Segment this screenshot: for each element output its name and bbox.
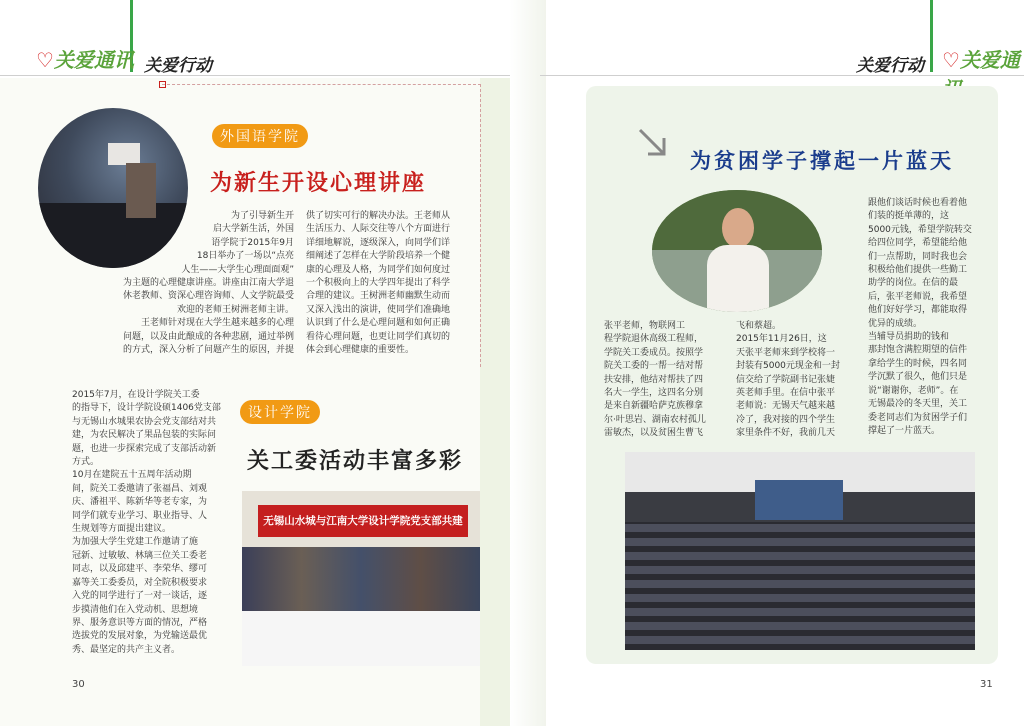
- article3-right-column: [868, 197, 986, 438]
- text-line: 看待心理问题，也更让同学们真切的: [306, 331, 451, 342]
- article3-title: 为贫困学子撑起一片蓝天: [690, 149, 954, 173]
- text-line: 界、服务意识等方面的情况，严格: [72, 617, 208, 628]
- text-line: 题，也进一步探索完成了支部活动新: [72, 443, 217, 454]
- text-line: 18日举办了一场以“点亮: [196, 251, 294, 262]
- text-line: 英老师手里。在信中张平: [736, 388, 836, 399]
- text-line: 给四位同学，希望能给他: [868, 238, 968, 249]
- text-line: 是来自新疆哈萨克族穆拿: [604, 401, 704, 412]
- text-line: 同志，以及邱建平、李荣华、缪可: [72, 564, 208, 575]
- text-line: 欢迎的老师王树洲老师主讲。: [176, 304, 294, 315]
- text-line: 嘉等关工委委员，对全院积极要求: [72, 577, 208, 588]
- page-number-right: 31: [980, 679, 993, 690]
- text-line: 体会到心理健康的重要性。: [306, 345, 415, 356]
- text-line: 积极给他们提供一些勤工: [868, 265, 968, 276]
- text-line: 程学院退休高级工程师，: [604, 334, 704, 345]
- text-line: 老师说：无锡天气越来越: [736, 401, 836, 412]
- text-line: 为加强大学生党建工作邀请了施: [72, 537, 199, 548]
- text-line: 秀、最坚定的共产主义者。: [72, 644, 181, 655]
- logo-right: ♡关爱通: [942, 48, 1020, 72]
- text-line: 封装有5000元现金和一封: [736, 361, 840, 372]
- text-line: 冠新、过敏敏、林璃三位关工委老: [72, 550, 208, 561]
- text-line: 信交给了学院副书记张婕: [736, 374, 836, 385]
- text-line: 当辅导员捐助的钱和: [868, 332, 950, 343]
- banner-text: 无锡山水城与江南大学设计学院党支部共建: [258, 505, 468, 537]
- text-line: 合理的建议。王树洲老师幽默生动而: [306, 291, 451, 302]
- text-line: 的指导下，设计学院设硕1406党支部: [72, 403, 221, 414]
- text-line: 为主题的心理健康讲座。讲座由江南大学退: [122, 278, 294, 289]
- text-line: 人生——大学生心理面面观”: [181, 264, 294, 275]
- article1-col2: [306, 210, 472, 357]
- text-line: 同学们就专业学习、职业指导、人: [72, 510, 208, 521]
- text-line: 细阐述了怎样在大学阶段培养一个健: [306, 251, 451, 262]
- text-line: 2015年11月26日，这: [736, 334, 827, 345]
- auditorium-photo: [625, 452, 975, 650]
- text-line: 那封饱含满腔期望的信件: [868, 345, 968, 356]
- heart-icon: ♡: [36, 48, 54, 72]
- text-line: 他们好好学习，都能取得: [868, 305, 968, 316]
- text-line: 生规划等方面提出建议。: [72, 524, 172, 535]
- text-line: 们一点帮助，同时我也会: [868, 251, 968, 262]
- text-line: 认识到了什么是心理问题和如何正确: [306, 318, 451, 329]
- portrait-photo: [652, 190, 822, 312]
- text-line: 优异的成绩。: [868, 318, 923, 329]
- text-line: 跟他们谈话时候也看着他: [868, 198, 968, 208]
- article1-col1: [96, 210, 294, 357]
- header-bar-right: [930, 0, 933, 72]
- text-line: 间，院关工委邀请了张福昌、刘观: [72, 483, 208, 494]
- header-divider-left: [0, 75, 510, 76]
- text-line: 委老同志们为贫困学子们: [868, 412, 968, 423]
- text-line: 10月在建院五十五周年活动期: [72, 470, 192, 481]
- text-line: 雷敏杰，以及贫困生曹飞: [604, 428, 704, 439]
- text-line: 冷了，我对接的四个学生: [736, 414, 836, 425]
- text-line: 一个积极向上的大学四年提出了科学: [306, 278, 451, 289]
- spine-band: [510, 0, 546, 726]
- text-line: 扶安排，他结对帮扶了四: [604, 374, 704, 385]
- section-title-right: 关爱行动: [856, 56, 924, 76]
- article3-col-mid: [736, 320, 854, 441]
- text-line: 步摸清他们在入党动机、思想境: [72, 604, 199, 615]
- heart-icon: ♡: [942, 48, 960, 72]
- page-number-left: 30: [72, 679, 85, 690]
- text-line: 后，张平老师说，我希望: [868, 291, 968, 302]
- text-line: 又深入浅出的演讲，使同学们准确地: [306, 304, 451, 315]
- article1-title: 为新生开设心理讲座: [210, 171, 427, 196]
- text-line: 们装的挺单薄的，这: [868, 211, 950, 222]
- section-title-left: 关爱行动: [144, 56, 212, 76]
- text-line: 选拔党的发展对象，为党输送最优: [72, 631, 208, 642]
- text-line: 2015年7月，在设计学院关工委: [72, 390, 200, 400]
- text-line: 天张平老师来到学校将一: [736, 347, 836, 358]
- article1-tag: 外国语学院: [212, 124, 308, 148]
- article3-col-left: [604, 320, 726, 441]
- text-line: 撑起了一片蓝天。: [868, 425, 941, 436]
- text-line: 详细地解说，逐级深入，向同学们详: [306, 237, 451, 248]
- text-line: 建，为农民解决了果品包装的实际问: [72, 430, 217, 441]
- text-line: 方式。: [72, 457, 100, 468]
- text-line: 休老教师、资深心理咨询师、人文学院最受: [122, 291, 294, 302]
- text-line: 尔·叶思岩、湖南农村孤儿: [604, 414, 706, 425]
- arrow-icon: [636, 126, 670, 160]
- text-line: 家里条件不好，我前几天: [736, 428, 836, 439]
- text-line: 院关工委的一帮一结对帮: [604, 361, 704, 372]
- text-line: 生活压力、人际交往等八个方面进行: [306, 224, 451, 235]
- text-line: 助学的岗位。在信的最: [868, 278, 959, 289]
- text-line: 王老师针对现在大学生越来越多的心理: [140, 318, 294, 329]
- text-line: 庆、潘祖平、陈新华等老专家，为: [72, 497, 208, 508]
- text-line: 说“谢谢你，老师”。在: [868, 385, 959, 396]
- text-line: 5000元钱，希望学院转交: [868, 224, 972, 235]
- article2-title: 关工委活动丰富多彩: [247, 449, 464, 474]
- text-line: 飞和蔡超。: [736, 321, 782, 331]
- article2-tag: 设计学院: [240, 400, 320, 424]
- group-photo: [242, 491, 480, 666]
- text-line: 的方式，深入分析了问题产生的原因，并提: [122, 345, 294, 356]
- text-line: 语学院于2015年9月: [211, 237, 294, 248]
- text-line: 启大学新生活，外国: [212, 224, 294, 235]
- logo-left: ♡关爱通讯: [36, 48, 134, 72]
- text-line: 供了切实可行的解决办法。王老师从: [306, 211, 451, 221]
- text-line: 为了引导新生开: [230, 211, 294, 221]
- text-line: 学沉默了很久，他们只是: [868, 372, 968, 383]
- text-line: 无锡最冷的冬天里，关工: [868, 399, 968, 410]
- text-line: 学院关工委成员。按照学: [604, 347, 704, 358]
- article2-text: [72, 389, 230, 657]
- text-line: 问题，以及由此酿成的各种悲剧，通过举例: [122, 331, 294, 342]
- text-line: 名大一学生，这四名分别: [604, 388, 704, 399]
- text-line: 拿给学生的时候，四名同: [868, 358, 968, 369]
- text-line: 张平老师，物联网工: [604, 321, 686, 331]
- text-line: 入党的同学进行了一对一谈话，逐: [72, 591, 208, 602]
- text-line: 与无锡山水城果农协会党支部结对共: [72, 416, 217, 427]
- text-line: 康的心理及人格，为同学们如何度过: [306, 264, 451, 275]
- article1-marker: [159, 81, 166, 88]
